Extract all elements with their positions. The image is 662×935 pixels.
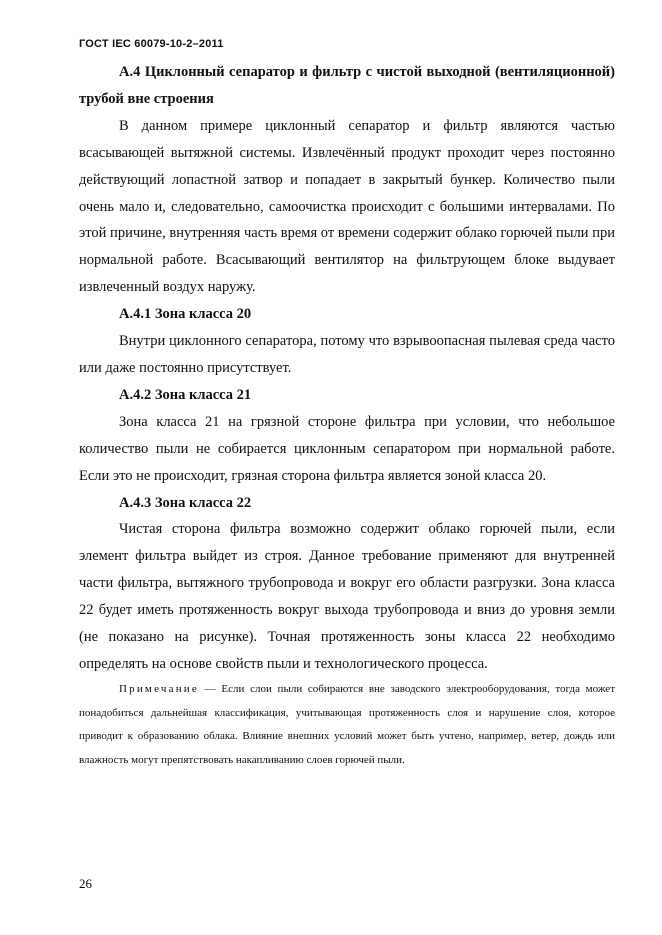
subsection-heading-zone-22: А.4.3 Зона класса 22 — [119, 494, 252, 511]
subsection-text-zone-20: Внутри циклонного сепаратора, потому что взрывоопасная пылевая среда часто или даже постоянно присутствует. — [79, 333, 615, 376]
page-content — [79, 59, 615, 773]
subsection-text-zone-22: Чистая сторона фильтра возможно содержит облако горючей пыли, если элемент фильтра выйдет из строя. Данное требование применяют для внутренней части фильтра, вытяжного трубопровода и вокруг его области разгрузки. Зона класса 22 будет иметь протяженность вокруг выхода трубопровода и вниз до уровня земли (не показано на рисунке). Точная протяженность зоны класса 22 необходимо определять на основе свойств пыли и технологического процесса. — [79, 521, 615, 672]
note-dash: — — [198, 682, 222, 695]
subsection-text-zone-21: Зона класса 21 на грязной стороне фильтра при условии, что небольшое количество пыли не собирается циклонным сепаратором при нормальной работе. Если это не происходит, грязная сторона фильтра является зоной класса 20. — [79, 413, 615, 484]
section-title: А.4 Циклонный сепаратор и фильтр с чистой выходной (вентиляционной) трубой вне строения — [79, 64, 615, 107]
subsection-heading-zone-21: А.4.2 Зона класса 21 — [119, 386, 252, 403]
note-paragraph — [79, 678, 615, 773]
note-text: Если слои пыли собираются вне заводского электрооборудования, тогда может понадобиться дальнейшая классификация, учитывающая протяженность слоя и нарушение слоя, которое приводит к образованию облака. Влияние внешних условий может быть учтено, например, ветер, дождь или влажность могут препятствовать накапливанию слоев горючей пыли. — [79, 682, 615, 767]
section-intro-paragraph: В данном примере циклонный сепаратор и фильтр являются частью всасывающей вытяжной системы. Извлечённый продукт проходит через постоянно действующий лопастной затвор и попадает в закрытый бункер. Количество пыли очень мало и, следовательно, самоочистка происходит с большими интервалами. По этой причине, внутренняя часть время от времени содержит облако горючей пыли при нормальной работе. Всасывающий вентилятор на фильтрующем блоке выдувает извлеченный воздух наружу. — [79, 117, 615, 296]
subsection-heading-zone-20: А.4.1 Зона класса 20 — [119, 306, 252, 323]
note-label: Примечание — [119, 682, 199, 695]
page-number: 26 — [79, 876, 92, 891]
document-header: ГОСТ IEC 60079-10-2–2011 — [79, 38, 224, 50]
